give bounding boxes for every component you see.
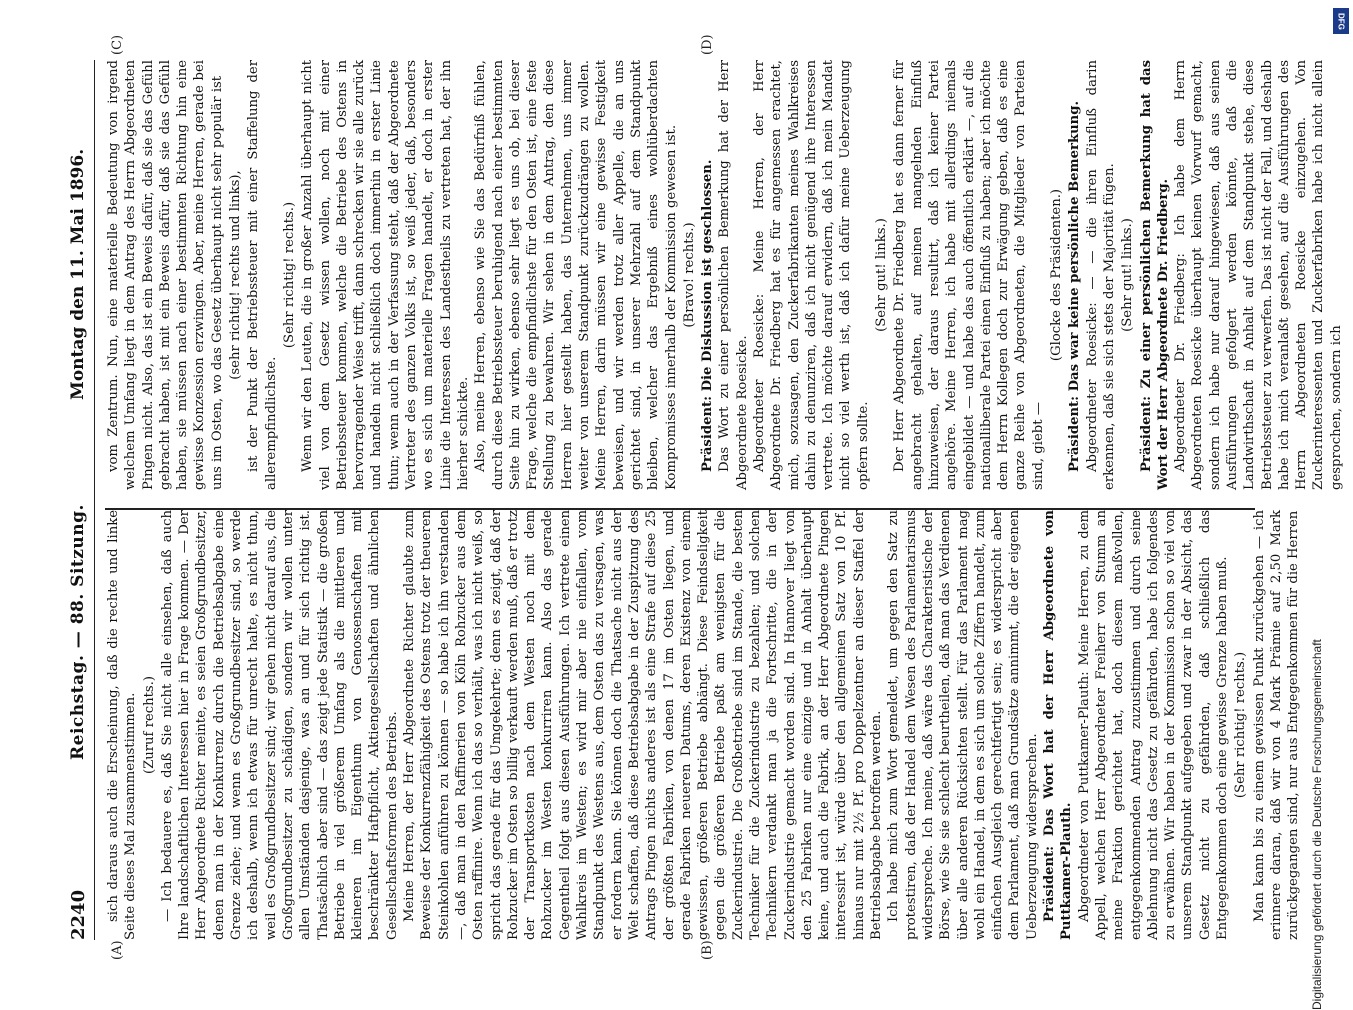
paragraph: vom Zentrum. Nun, eine materielle Bedeutung von irgend welchem Umfang liegt in dem Antrag des Herrn Abgeordneten Pingen nicht. Also, das ist ein Beweis dafür, daß sie das Gefühl gebracht haben, ist mit ein Beweis dafür, daß sie das Gefühl haben, sie müssen nach einer bestimmten Richtung hin eine gewisse Konzession erzwingen. Aber, meine Herren, gerade bei uns im Osten, wo das Gesetz überhaupt nicht sehr populär ist xyxy=(106,60,225,490)
paragraph: ist der Punkt der Betriebssteuer mit einer Staffelung der allerempfindlichste. xyxy=(246,60,279,490)
paragraph: Also, meine Herren, ebenso wie Sie das Bedürfniß fühlen, durch diese Betriebssteuer beruhigend nach einer bestimmten Seite hin zu wirken, ebenso sehr liegt es uns ob, bei dieser Frage, welche die empfindlichste für den Osten ist, eine feste Stellung zu bewahren. Wir sehen in dem Antrag, den diese Herren hier gestellt haben, das Unternehmen, uns immer weiter von unserem Standpunkt zurückzudrängen zu wollen. Meine Herren, darin müssen wir eine gewisse Festigkeit beweisen, und wir werden trotz aller Appelle, die an uns gerichtet sind, in unserer Mehrzahl auf dem Standpunkt bleiben, welcher das Ergebniß eines wohlüberdachten Kompromisses innerhalb der Kommission gewesen ist. xyxy=(473,60,679,490)
interjection: (Sehr gut! links.) xyxy=(1120,218,1136,332)
interjection: (Sehr richtig! rechts.) xyxy=(281,201,297,349)
margin-marker-c: (C) xyxy=(110,34,125,55)
interjection: (sehr richtig! rechts und links), xyxy=(228,170,244,380)
interjection: (Bravo! rechts.) xyxy=(681,222,697,328)
speaker-line: Präsident: Das war keine persönliche Bemerkung. xyxy=(1067,100,1083,472)
credit-text: Digitalisierung gefördert durch die Deutsche Forschungsgemeinschaft xyxy=(1310,639,1324,1010)
speaker-line: Präsident: Die Diskussion ist geschlossen. xyxy=(700,159,716,472)
paragraph: Ich habe mich zum Wort gemeldet, um gegen den Satz zu protestiren, daß der Handel dem Wesen des Parlamentarismus widerspreche. Ich meine, daß wäre das Charakteristische der Börse, wie Sie sie schlecht beurtheilen, daß man das Verdienen über alle anderen Rücksichten stellt. Für das Parlament mag wohl ein Handel, in dem es sich um solche Ziffern handelt, zum einfachen Ausgleich gerechtfertigt sein; es widerspricht aber dem Parlament, daß man Grundsätze annimmt, die der eigenen Ueberzeugung widersprechen. xyxy=(886,510,1040,940)
column-divider xyxy=(105,509,1255,511)
session-title: Reichstag. — 88. Sitzung. xyxy=(68,504,88,760)
session-date: Montag den 11. Mai 1896. xyxy=(68,148,88,400)
interjection: (Sehr richtig! rechts.) xyxy=(1233,651,1249,799)
paragraph: — Ich bedauere es, daß Sie nicht alle einsehen, daß auch Ihre landschaftlichen Interessen hier in Frage kommen. — Der Herr Abgeordnete Richter meinte, es seien Großgrundbesitzer, denen man in der Konkurrenz durch die Betriebsabgabe eine Grenze ziehe; und wenn es Großgrundbesitzer sind, so werde ich deshalb, wenn ich etwas für unrecht halte, es nicht thun, weil es Großgrundbesitzer sind; wir gehen nicht darauf aus, die Großgrundbesitzer zu schädigen, sondern wir wollen unter allen Umständen dasjenige, was an und für sich richtig ist. Thatsächlich aber sind — das zeigt jede Statistik — die großen Betriebe in viel größerem Umfang als die mittleren und kleineren im Eigenthum von Genossenschaften mit beschränkter Haftpflicht, Aktiengesellschaften und ähnlichen Gesellschaftsformen des Betriebs. xyxy=(159,510,400,940)
margin-marker-a: (A) xyxy=(110,940,125,960)
paragraph: Abgeordneter Roesicke: Meine Herren, der Herr Abgeordnete Dr. Friedberg hat es für angemessen erachtet, mich, sozusagen, den Zuckerfabrikanten meines Wahlkreises dahin zu denunziren, daß ich nicht genügend ihre Interessen vertrete. Ich möchte darauf erwidern, daß ich mein Mandat nicht so viel werth ist, daß ich dafür meine Ueberzeugung opfern sollte. xyxy=(751,60,871,490)
paragraph: Abgeordneter Roesicke: — — die ihren Einfluß darin erkennen, daß sie sich stets der Majorität fügen. xyxy=(1084,60,1117,490)
paragraph: Wenn wir den Leuten, die in großer Anzahl überhaupt nicht viel von dem Gesetz wissen wollen, noch mit einer Betriebssteuer kommen, welche die Betriebe des Ostens in hervorragender Weise trifft, dann schrecken wir sie alle zurück und handeln nicht schließlich doch immerhin in erster Linie thun; wenn auch in der Verfassung steht, daß der Abgeordnete Vertreter des ganzen Volks ist, so weiß jeder, daß, besonders wo es sich um materielle Fragen handelt, er doch in erster Linie die Interessen des Landestheils zu vertreten hat, der ihn hierher schickte. xyxy=(300,60,471,490)
paragraph: Das Wort zu einer persönlichen Bemerkung hat der Herr Abgeordnete Roesicke. xyxy=(717,60,750,490)
paragraph: Der Herr Abgeordnete Dr. Friedberg hat es dann ferner für angebracht gehalten, auf meinen mangelnden Einfluß hinzuweisen, der daraus resultirt, daß ich keiner Partei angehöre. Meine Herren, ich habe mit allerdings niemals eingebildet — und habe das auch öffentlich erklärt —, auf die nationalliberale Partei einen Einfluß zu haben; aber ich möchte dem Herrn Kollegen doch zur Erwägung geben, daß es eine ganze Reihe von Abgeordneten, die Mitglieder von Parteien sind, giebt — xyxy=(892,60,1046,490)
paragraph: sich daraus auch die Erscheinung, daß die rechte und linke Seite dieses Mal zusammenstimmen. xyxy=(106,510,139,940)
dfg-logo: DFG xyxy=(1333,8,1349,34)
page-header xyxy=(60,60,95,940)
right-text-column xyxy=(105,60,1344,490)
digitization-credit xyxy=(1310,10,1350,1010)
paragraph: Meine Herren, der Herr Abgeordnete Richter glaubte zum Beweise der Konkurrenzfähigkeit des Ostens trotz der theueren Steinkohlen anführen zu können — so habe ich ihn verstanden —, daß man in den Raffinerien von Köln Rohzucker aus dem Osten raffinire. Wenn ich das so verhält, was ich nicht weiß, so spricht das gerade für das Umgekehrte; denn es zeigt, daß der Rohzucker im Osten so billig verkauft werden muß, daß er trotz der Transportkosten nach dem Westen noch mit dem Rohzucker im Westen konkurriren kann. Also das gerade Gegentheil folgt aus diesen Ausführungen. Ich vertrete einen Wahlkreis im Westen; es wird mir aber nie einfallen, vom Standpunkt des Westens aus, dem Osten das zu versagen, was er fordern kann. Sie können doch die Thatsache nicht aus der Welt schaffen, daß diese Betriebsabgabe in der Zuspitzung des Antrags Pingen nichts anderes ist als eine Strafe auf diese 25 der größten Fabriken, von denen 17 im Osten liegen, und gerade Fabriken neueren Datums, deren Existenz von einem gewissen, größeren Betriebe abhängt. Diese Feindseligkeit gegen die größeren Betriebe paßt am wenigsten für die Zuckerindustrie. Die Großbetriebe sind im Stande, die besten Techniker für die Zuckerindustrie zu bezahlen; und solchen Technikern verdankt man ja die Fortschritte, die in der Zuckerindustrie gemacht worden sind. In Hannover liegt von den 25 Fabriken nur eine einzige und in Anhalt überhaupt keine, und auch die Fabrik, an der Herr Abgeordnete Pingen interessirt ist, würde über den allgemeinen Satz von 10 Pf. hinaus nur mit 2½ Pf. pro Doppelzentner an dieser Staffel der Betriebsabgabe betroffen werden. xyxy=(402,510,885,940)
paragraph: Abgeordneter von Puttkamer-Plauth: Meine Herren, zu dem Appell, welchen Herr Abgeordneter Freiherr von Stumm an meine Fraktion gerichtet hat, doch diesem maßvollen, entgegenkommenden Antrag zuzustimmen und durch seine Ablehnung nicht das Gesetz zu gefährden, habe ich folgendes zu erwähnen. Wir haben in der Kommission schon so viel von unserem Standpunkt aufgegeben und zwar in der Absicht, das Gesetz nicht zu gefährden, daß schließlich das Entgegenkommen doch eine gewisse Grenze haben muß. xyxy=(1076,510,1230,940)
left-text-column xyxy=(105,510,1302,940)
interjection: (Zuruf rechts.) xyxy=(141,675,157,775)
interjection: (Glocke des Präsidenten.) xyxy=(1049,188,1065,362)
paragraph: Man kann bis zu einem gewissen Punkt zurückgehen — ich erinnere daran, daß wir von 4 Mark Prämie auf 2,50 Mark zurückgegangen sind, nur aus Entgegenkommen für die Herren xyxy=(1251,510,1302,940)
margin-marker-d: (D) xyxy=(700,34,715,55)
margin-marker-b: (B) xyxy=(700,940,715,960)
paragraph: Abgeordneter Dr. Friedberg: Ich habe dem Herrn Abgeordneten Roesicke überhaupt keinen Vorwurf gemacht, sondern ich habe nur darauf hingewiesen, daß aus seinen Ausführungen gefolgert werden könnte, daß die Landwirthschaft in Anhalt auf dem Standpunkt stehe, diese Betriebssteuer zu verwerfen. Das ist nicht der Fall, und deshalb habe ich mich veranlaßt gesehen, auf die Ausführungen des Herrn Abgeordneten Roesicke einzugehen. Von Zuckerinteressenten und Zuckerfabriken habe ich nicht allein gesprochen, sondern ich xyxy=(1173,60,1344,490)
interjection: (Sehr gut! links.) xyxy=(874,218,890,332)
page-number: 2240 xyxy=(68,889,89,940)
speaker-line: Präsident: Zu einer persönlichen Bemerkung hat das Wort der Herr Abgeordnete Dr. Friedberg. xyxy=(1138,60,1171,490)
speaker-line: Präsident: Das Wort hat der Herr Abgeordnete von Puttkamer-Plauth. xyxy=(1042,510,1075,940)
